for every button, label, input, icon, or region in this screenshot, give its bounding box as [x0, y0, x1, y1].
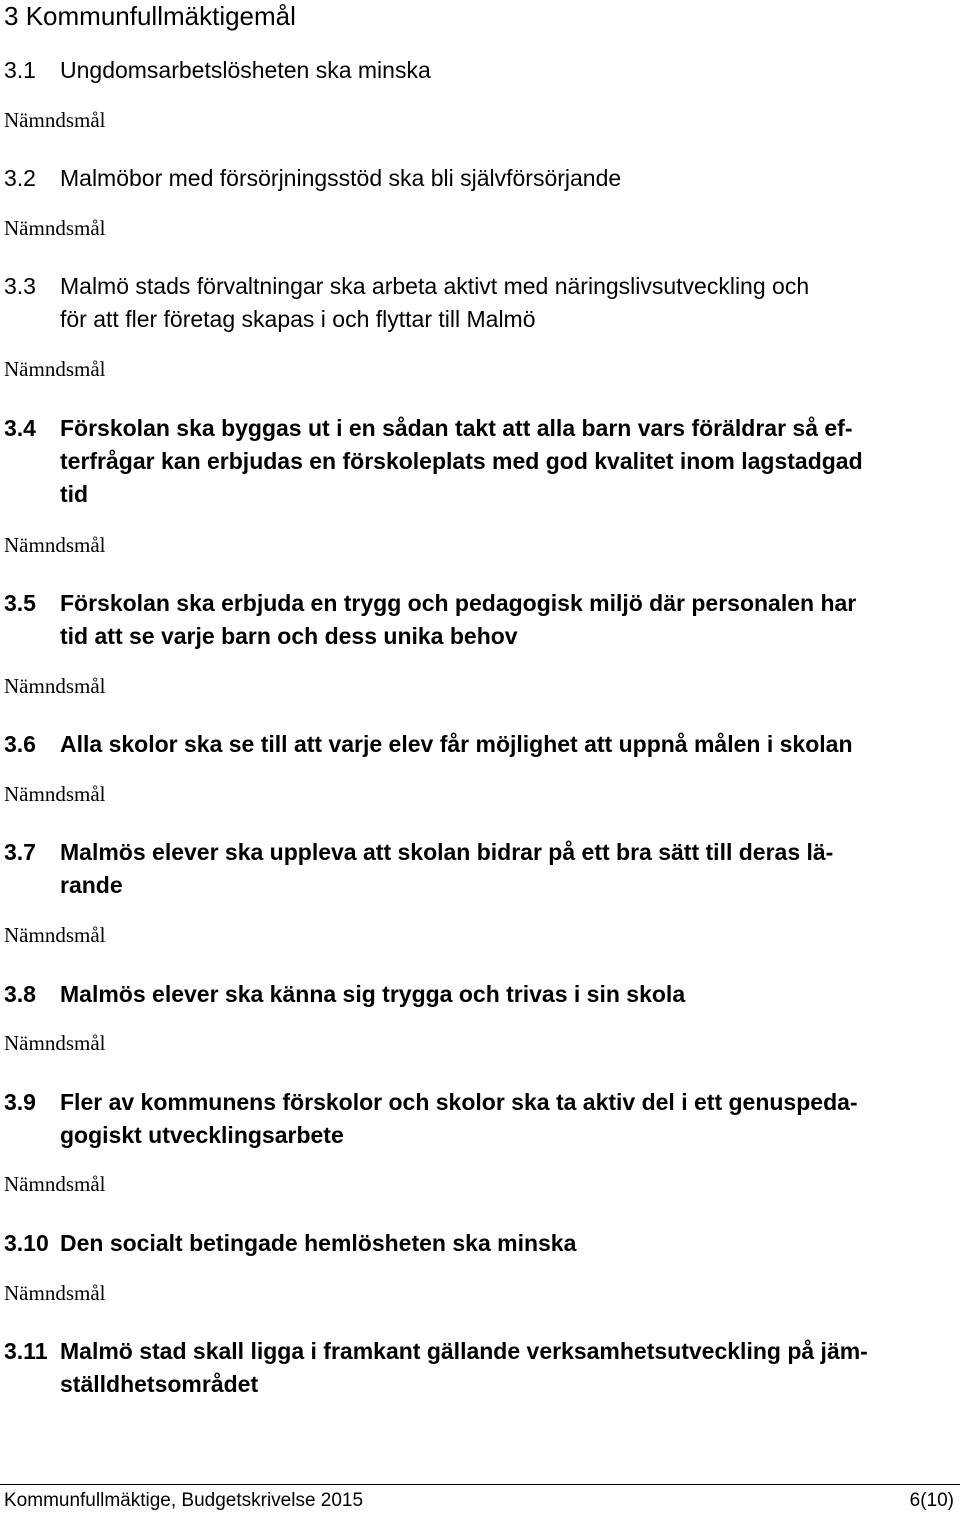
section-number: 3.8 [4, 981, 36, 1007]
section-number: 3.3 [4, 273, 36, 299]
goal-label: Nämndsmål [4, 1031, 106, 1055]
section-number: 3.1 [4, 57, 36, 83]
footer-divider [0, 1484, 960, 1485]
goal-label: Nämndsmål [4, 216, 106, 240]
section-title: Malmös elever ska känna sig trygga och trivas i sin skola [60, 981, 686, 1007]
section-title: Malmöbor med försörjningsstöd ska bli självförsörjande [60, 165, 622, 191]
chapter-heading [4, 0, 296, 32]
goal-label: Nämndsmål [4, 923, 106, 947]
section-title: Fler av kommunens förskolor och skolor ska ta aktiv del i ett genuspeda- gogiskt utvecklingsarbete [60, 1089, 858, 1148]
section-title: Den socialt betingade hemlösheten ska minska [60, 1230, 577, 1256]
section-title: Malmös elever ska uppleva att skolan bidrar på ett bra sätt till deras lä- rande [60, 839, 834, 898]
section-number: 3.7 [4, 839, 36, 865]
goal-label: Nämndsmål [4, 1281, 106, 1305]
section-number: 3.6 [4, 731, 36, 757]
goal-label: Nämndsmål [4, 674, 106, 698]
section-number: 3.9 [4, 1089, 36, 1115]
goal-label: Nämndsmål [4, 782, 106, 806]
goal-label: Nämndsmål [4, 1172, 106, 1196]
section-title: Ungdomsarbetslösheten ska minska [60, 57, 431, 83]
chapter-number: 3 [4, 1, 19, 31]
section-number: 3.5 [4, 590, 36, 616]
chapter-title: Kommunfullmäktigemål [25, 1, 296, 31]
goal-label: Nämndsmål [4, 533, 106, 557]
section-title: Alla skolor ska se till att varje elev får möjlighet att uppnå målen i skolan [60, 731, 853, 757]
section-number: 3.10 [4, 1230, 49, 1256]
section-title: Förskolan ska byggas ut i en sådan takt att alla barn vars föräldrar så ef- terfrågar kan erbjudas en förskoleplats med god kvalitet inom lagstadgad tid [60, 415, 863, 507]
section-title: Malmö stad skall ligga i framkant gällande verksamhetsutveckling på jäm- ställdhetsområdet [60, 1338, 868, 1397]
section-title: Förskolan ska erbjuda en trygg och pedagogisk miljö där personalen har tid att se varje barn och dess unika behov [60, 590, 857, 649]
goal-label: Nämndsmål [4, 108, 106, 132]
section-number: 3.4 [4, 415, 36, 441]
footer-page-number: 6(10) [909, 1490, 954, 1511]
section-title: Malmö stads förvaltningar ska arbeta aktivt med näringslivsutveckling och för att fler företag skapas i och flyttar till Malmö [60, 273, 810, 332]
footer-document-title: Kommunfullmäktige, Budgetskrivelse 2015 [4, 1490, 364, 1511]
section-number: 3.2 [4, 165, 36, 191]
goal-label: Nämndsmål [4, 357, 106, 381]
section-number: 3.11 [4, 1338, 48, 1364]
